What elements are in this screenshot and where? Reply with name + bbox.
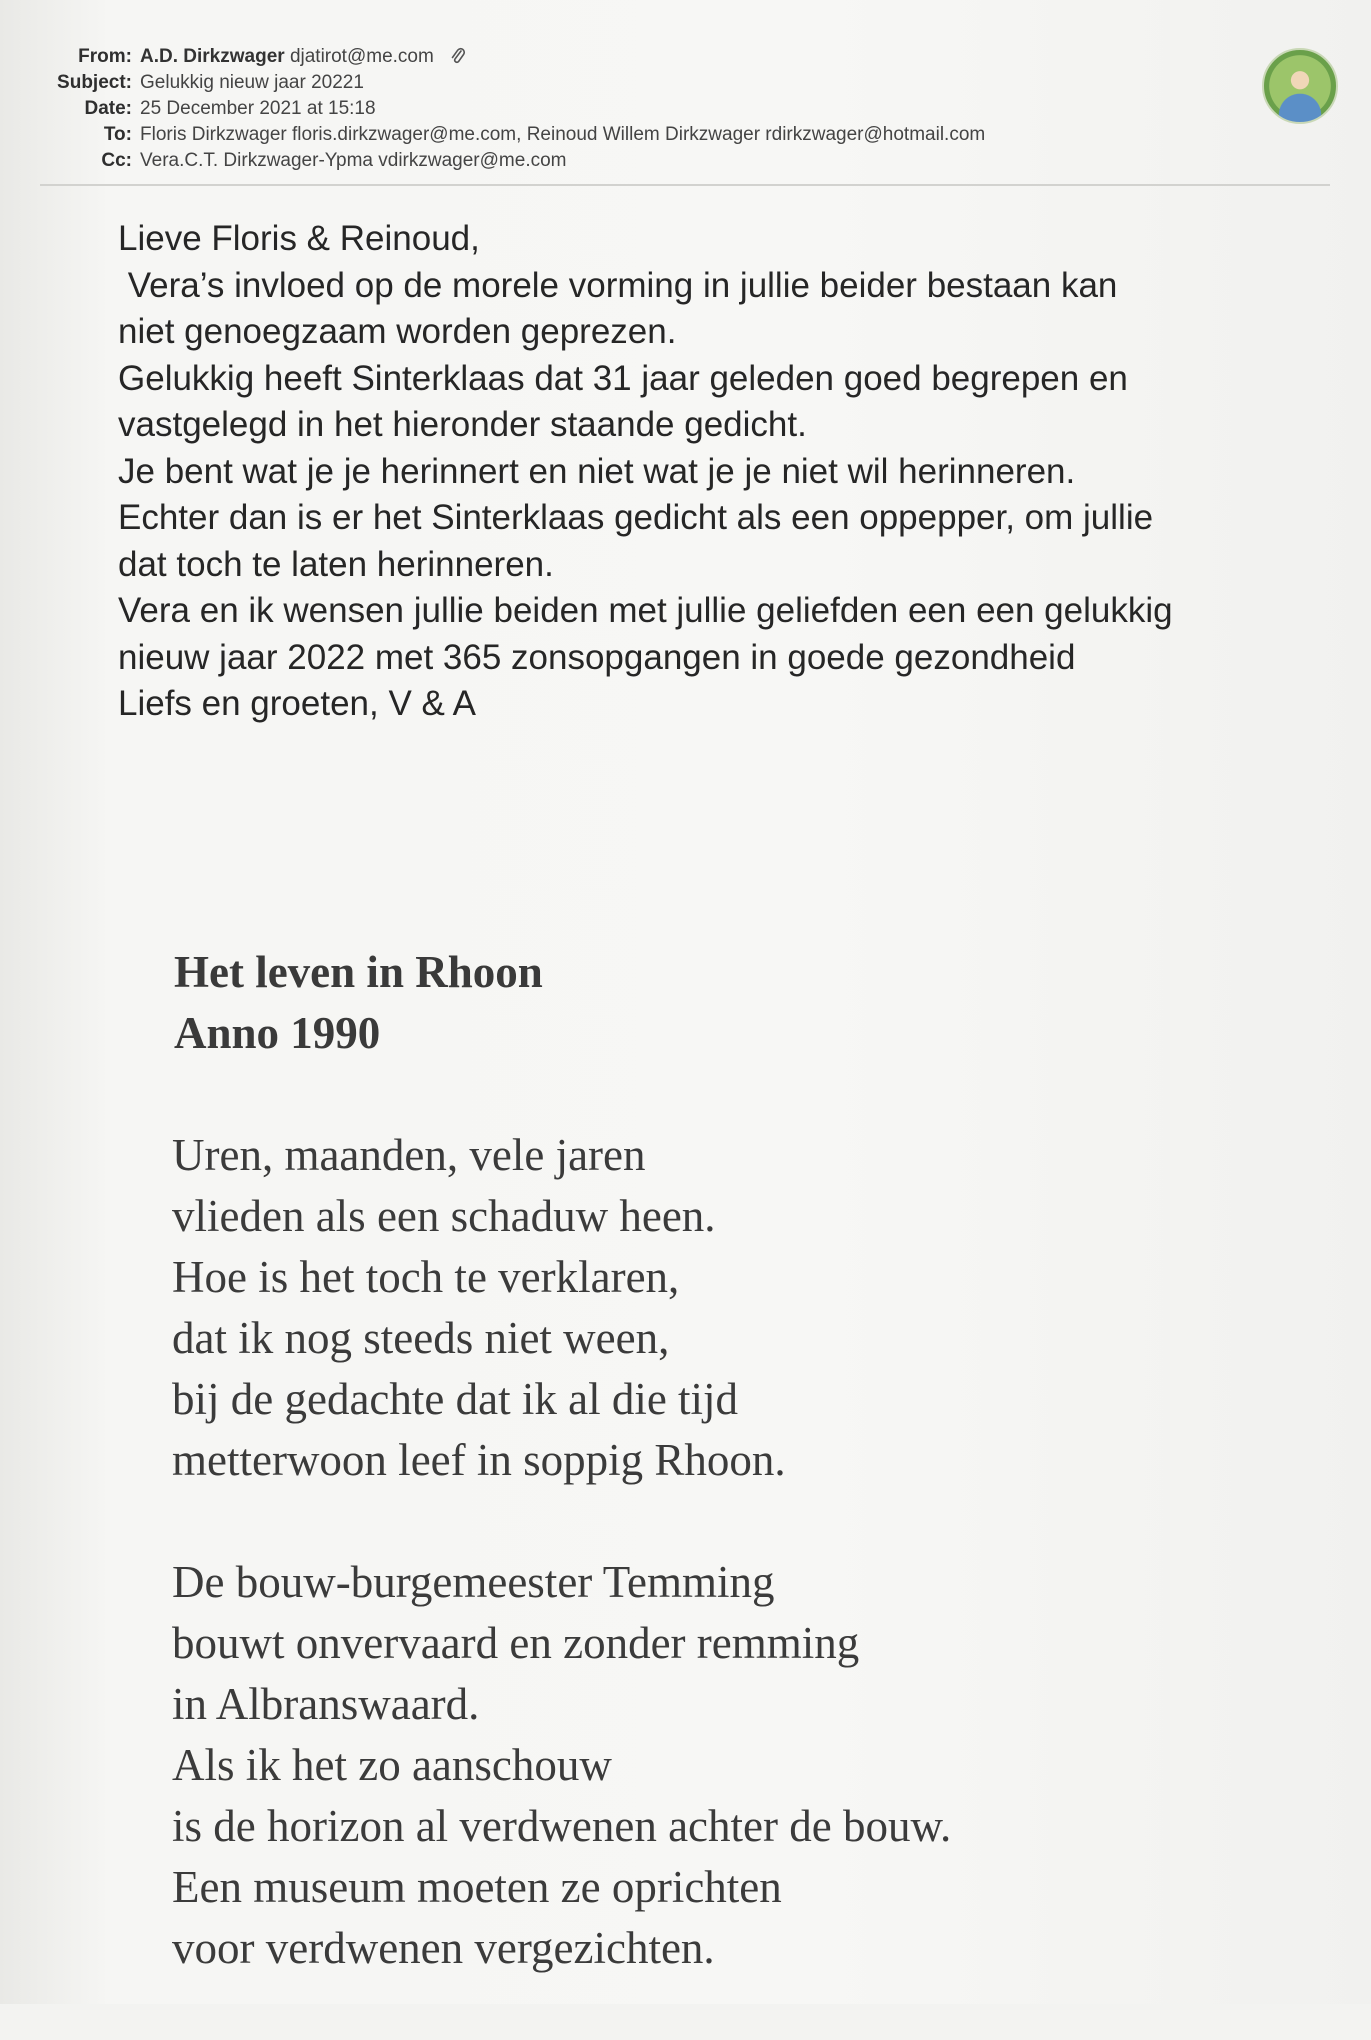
subject-label: Subject: xyxy=(57,72,132,93)
poem-stanza-2 xyxy=(172,1552,951,1979)
subject-value: Gelukkig nieuw jaar 20221 xyxy=(140,72,364,93)
poem-line: vlieden als een schaduw heen. xyxy=(172,1191,716,1241)
letter-line: Vera’s invloed op de morele vorming in jullie beider bestaan kan xyxy=(118,265,1118,305)
cc-value: Vera.C.T. Dirkzwager-Ypma vdirkzwager@me.com xyxy=(140,150,567,171)
poem-line: is de horizon al verdwenen achter de bouw. xyxy=(172,1801,952,1851)
poem-line: bij de gedachte dat ik al die tijd xyxy=(172,1374,739,1424)
avatar xyxy=(1262,48,1338,124)
to-label: To: xyxy=(103,124,132,145)
letter-line: Vera en ik wensen jullie beiden met jullie geliefden een een gelukkig xyxy=(118,591,1173,630)
paperclip-icon xyxy=(451,46,465,66)
poem-line: dat ik nog steeds niet ween, xyxy=(172,1313,670,1363)
cc-row xyxy=(40,148,1100,174)
poem-line: Uren, maanden, vele jaren xyxy=(172,1130,646,1180)
from-label: From: xyxy=(78,46,132,67)
poem-title-line: Het leven in Rhoon xyxy=(174,947,543,997)
to-row xyxy=(40,122,1100,148)
letter-line: niet genoegzaam worden geprezen. xyxy=(118,312,677,351)
letter-line: Gelukkig heeft Sinterklaas dat 31 jaar geleden goed begrepen en xyxy=(118,358,1128,398)
date-label: Date: xyxy=(84,98,132,119)
email-header xyxy=(40,44,1100,174)
poem-body xyxy=(172,1125,951,2040)
from-name: A.D. Dirkzwager xyxy=(140,46,285,67)
cc-label: Cc: xyxy=(101,150,132,171)
date-value: 25 December 2021 at 15:18 xyxy=(140,98,376,119)
poem-line: metterwoon leef in soppig Rhoon. xyxy=(172,1435,786,1485)
poem-line: in Albranswaard. xyxy=(172,1679,480,1729)
date-row xyxy=(40,96,1100,122)
poem-title xyxy=(174,942,543,1064)
letter-line: Lieve Floris & Reinoud, xyxy=(118,219,480,258)
poem-line: bouwt onvervaard en zonder remming xyxy=(172,1618,860,1668)
poem-line: De bouw-burgemeester Temming xyxy=(172,1557,775,1607)
letter-body xyxy=(118,216,1348,728)
header-divider xyxy=(40,184,1330,186)
poem-line: Hoe is het toch te verklaren, xyxy=(172,1252,680,1302)
letter-line: dat toch te laten herinneren. xyxy=(118,544,554,584)
poem-stanza-1 xyxy=(172,1125,951,1491)
poem-line: Als ik het zo aanschouw xyxy=(172,1740,612,1790)
poem-subtitle-line: Anno 1990 xyxy=(174,1008,381,1058)
letter-line: vastgelegd in het hieronder staande gedicht. xyxy=(118,405,807,444)
subject-row xyxy=(40,70,1100,96)
letter-line: nieuw jaar 2022 met 365 zonsopgangen in goede gezondheid xyxy=(118,637,1076,677)
from-email: djatirot@me.com xyxy=(289,46,434,67)
letter-line: Je bent wat je je herinnert en niet wat je je niet wil herinneren. xyxy=(118,451,1076,491)
letter-line: Echter dan is er het Sinterklaas gedicht als een oppepper, om jullie xyxy=(118,498,1154,537)
letter-line: Liefs en groeten, V & A xyxy=(118,684,477,723)
to-value: Floris Dirkzwager floris.dirkzwager@me.com, Reinoud Willem Dirkzwager rdirkzwager@hotmail.com xyxy=(140,124,986,145)
from-row xyxy=(40,44,1100,70)
poem-line: voor verdwenen vergezichten. xyxy=(172,1923,715,1973)
poem-line: Een museum moeten ze oprichten xyxy=(172,1862,782,1912)
